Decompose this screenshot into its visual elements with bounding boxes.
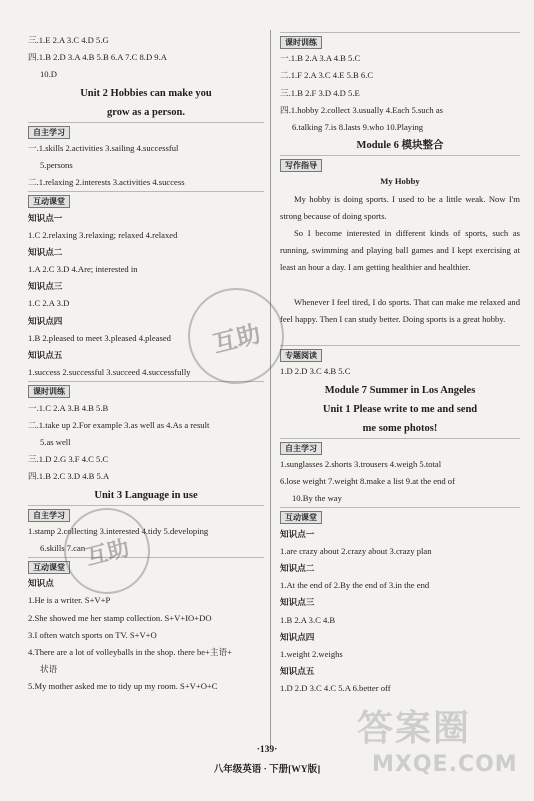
section-tag-row [280,155,520,173]
right-column [280,32,520,697]
section-tag: 专题阅读 [280,349,322,362]
answer-line: 1.D 2.D 3.C 4.B 5.C [280,366,351,377]
essay-paragraph: My hobby is doing sports. I used to be a little weak. Now I'm strong because of doing sports. [280,193,520,221]
section-tag-row [28,505,264,523]
answer-line: 状语 [40,664,58,675]
answer-line: 6.lose weight 7.weight 8.make a list 9.at the end of [280,476,455,487]
essay-paragraph: So I become interested in different kinds of sports, such as running, swimming and playing ball games and I kept exercising at least an hour a day. I am getting healthier and healthier. [280,227,520,273]
answer-line: 二.1.F 2.A 3.C 4.E 5.B 6.C [280,70,374,81]
watermark-cn: 答案圈 [357,708,472,749]
answer-line: 1.sunglasses 2.shorts 3.trousers 4.weigh 5.total [280,458,442,469]
section-tag: 互动课堂 [280,511,322,524]
knowledge-point-heading: 知识点三 [280,597,315,608]
essay-paragraph: Whenever I feel tired, I do sports. That can make me relaxed and feel happy. Then I can study better. Doing sports is a great hobby. [280,296,520,324]
section-tag: 互动课堂 [28,195,70,208]
unit-title: Unit 2 Hobbies can make you [80,87,212,99]
answer-line: 三.1.E 2.A 3.C 4.D 5.G [28,35,109,45]
answer-line: 1.are crazy about 2.crazy about 3.crazy plan [280,545,432,556]
answer-line: 5.persons [40,159,73,170]
unit-title: me some photos! [362,422,438,434]
section-tag-row [28,191,264,209]
answer-line: 3.I often watch sports on TV. S+V+O [28,629,157,640]
book-title: 八年级英语 · 下册[WY版] [213,765,321,775]
unit-title: Unit 3 Language in use [94,489,198,501]
knowledge-point-heading: 知识点二 [280,562,315,573]
answer-line: 1.B 2.pleased to meet 3.pleased 4.pleased [28,332,171,343]
answer-line: 1.B 2.A 3.C 4.B [280,614,336,625]
answer-line: 四.1.B 2.D 3.A 4.B 5.B 6.A 7.C 8.D 9.A [28,52,167,63]
stamp-char-2: 互助 [83,535,132,571]
answer-line: 4.There are a lot of volleyballs in the shop. there be+主语+ [28,647,232,657]
unit-title: Unit 1 Please write to me and send [322,403,478,415]
knowledge-point-heading: 知识点四 [28,315,63,326]
page-number: ·139· [256,745,278,755]
answer-line: 三.1.D 2.G 3.F 4.C 5.C [28,454,109,465]
knowledge-point-heading: 知识点三 [28,281,63,292]
section-tag-row [280,345,520,363]
answer-line: 6.skills 7.can [40,542,86,553]
answer-line: 一.1.C 2.A 3.B 4.B 5.B [28,402,109,413]
answer-line: 1.stamp 2.collecting 3.interested 4.tidy 5.developing [28,525,209,536]
answer-line: 1.C 2.A 3.D [28,298,70,309]
section-tag-row [28,381,264,399]
knowledge-point-heading: 知识点 [28,578,54,589]
stamp-char: 互助 [209,319,264,358]
knowledge-point-heading: 知识点四 [280,631,315,642]
knowledge-point-heading: 知识点五 [280,666,315,677]
section-tag: 自主学习 [28,126,70,139]
unit-title: Module 7 Summer in Los Angeles [324,384,476,396]
knowledge-point-heading: 知识点一 [280,528,315,539]
answer-line: 5.My mother asked me to tidy up my room. S+V+O+C [28,681,218,692]
column-divider [270,30,271,746]
section-tag-row [28,122,264,140]
section-tag: 自主学习 [280,442,322,455]
answer-line: 1.He is a writer. S+V+P [28,595,111,606]
section-tag: 写作指导 [280,159,322,172]
knowledge-point-heading: 知识点一 [28,212,63,223]
answer-line: 四.1.hobby 2.collect 3.usually 4.Each 5.such as [280,104,444,115]
section-tag: 自主学习 [28,509,70,522]
knowledge-point-heading: 知识点二 [28,246,63,257]
answer-line: 一.1.B 2.A 3.A 4.B 5.C [280,53,361,64]
answer-line: 二.1.take up 2.For example 3.as well as 4.As a result [28,419,210,430]
answer-line: 2.She showed me her stamp collection. S+V+IO+DO [28,612,212,623]
watermark-en: MXQE.COM [372,752,518,777]
answer-line: 一.1.skills 2.activities 3.sailing 4.successful [28,142,179,153]
answer-line: 1.weight 2.weighs [280,648,343,659]
section-tag-row [280,507,520,525]
knowledge-point-heading: 知识点五 [28,350,63,360]
answer-line: 10.D [40,69,57,80]
answer-line: 三.1.B 2.F 3.D 4.D 5.E [280,87,360,98]
section-tag: 课时训练 [28,385,70,398]
answer-line: 1.A 2.C 3.D 4.Are; interested in [28,264,138,275]
answer-line: 四.1.B 2.C 3.D 4.B 5.A [28,471,110,482]
answer-line: 5.as well [40,436,71,447]
answer-line: 1.success 2.successful 3.succeed 4.successfully [28,367,191,378]
answer-line: 1.C 2.relaxing 3.relaxing; relaxed 4.relaxed [28,229,178,240]
answer-line: 6.talking 7.is 8.lasts 9.who 10.Playing [292,121,424,132]
answer-line: 二.1.relaxing 2.interests 3.activities 4.success [28,177,185,188]
answer-line: 10.By the way [292,493,342,504]
section-tag-row [280,438,520,456]
answer-line: 1.D 2.D 3.C 4.C 5.A 6.better off [280,683,391,694]
unit-title: Module 6 模块整合 [356,140,444,152]
section-tag-row [280,32,520,50]
essay-title: My Hobby [380,176,420,187]
section-tag: 互动课堂 [28,561,70,574]
unit-title: grow as a person. [107,106,185,118]
answer-line: 1.At the end of 2.By the end of 3.in the end [280,580,430,591]
section-tag: 课时训练 [280,36,322,49]
